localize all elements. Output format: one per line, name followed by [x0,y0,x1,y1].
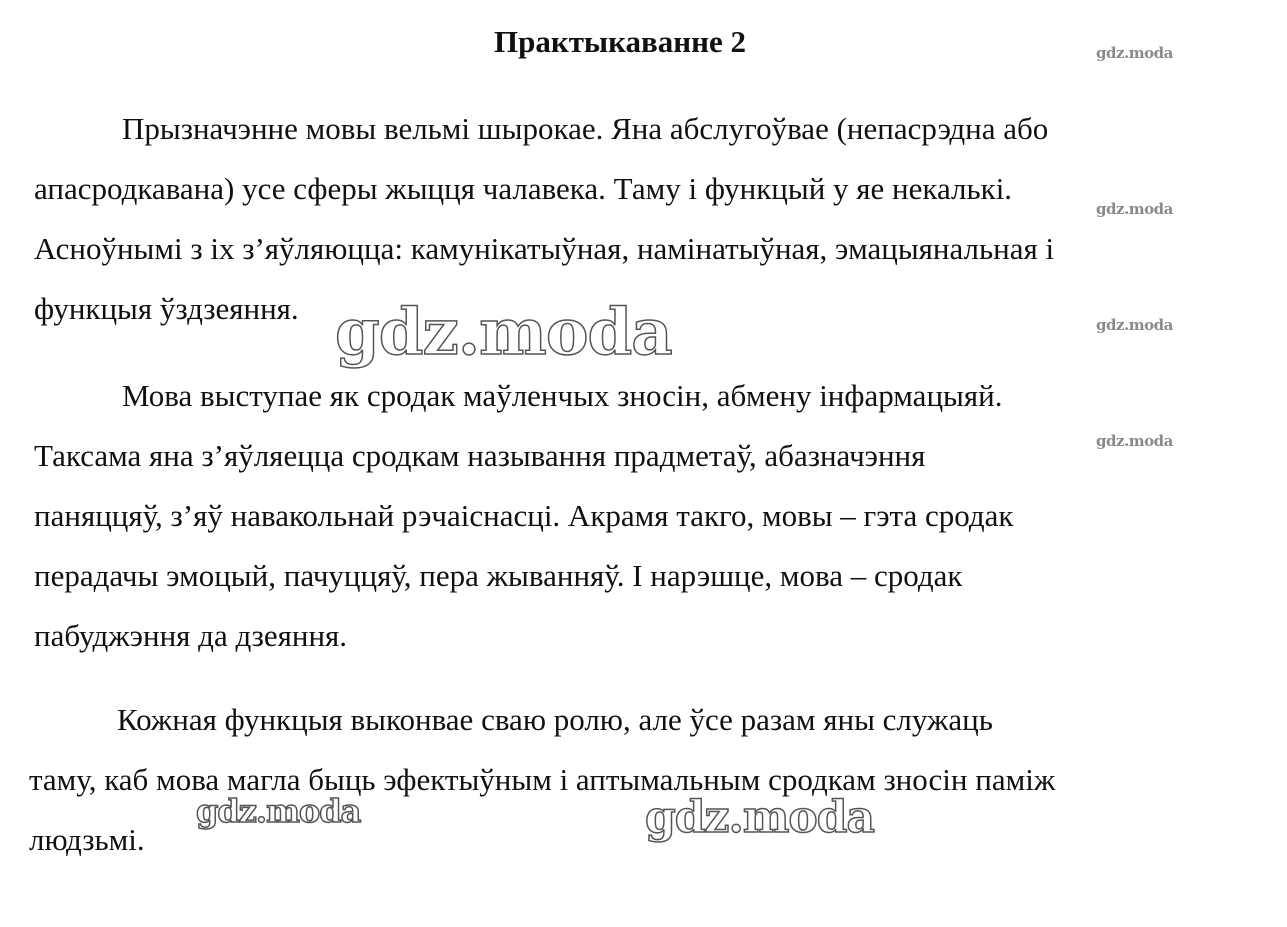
paragraph-1-line-3: Асноўнымі з іх з’яўляюцца: камунікатыўная, намінатыўная, эмацыянальная і [34,231,1055,266]
watermark-large: gdz.moda [335,295,672,370]
paragraph-2-line-5: пабуджэння да дзеяння. [34,618,348,653]
paragraph-1-line-4: функцыя ўздзеяння. [34,291,299,326]
paragraph-2-line-2: Таксама яна з’яўляецца сродкам называння прадметаў, абазначэння [34,438,926,473]
watermark-small: gdz.moda [1096,200,1173,218]
watermark-small: gdz.moda [1096,432,1173,450]
watermark-large: gdz.moda [196,792,361,830]
paragraph-1-line-2: апасродкавана) усе сферы жыцця чалавека. Таму і функцый у яе некалькі. [34,171,1013,206]
watermark-small: gdz.moda [1096,44,1173,62]
paragraph-2-line-4: перадачы эмоцый, пачуццяў, пера жыванняў. І нарэшце, мова – сродак [34,558,963,593]
page-title: Практыкаванне 2 [493,24,746,59]
paragraph-1-line-1: Прызначэнне мовы вельмі шырокае. Яна абслугоўвае (непасрэдна або [122,111,1049,146]
paragraph-3-line-2: таму, каб мова магла быць эфектыўным і аптымальным сродкам зносін паміж [29,762,1056,797]
paragraph-2-line-1: Мова выступае як сродак маўленчых зносін, абмену інфармацыяй. [122,378,1003,413]
paragraph-3-line-1: Кожная функцыя выконвае сваю ролю, але ўсе разам яны служаць [117,702,993,737]
watermark-small: gdz.moda [1096,316,1173,334]
watermark-large: gdz.moda [645,792,875,843]
paragraph-2-line-3: паняццяў, з’яў навакольнай рэчаіснасці. Акрамя такго, мовы – гэта сродак [34,498,1014,533]
paragraph-3-line-3: людзьмі. [29,822,145,857]
